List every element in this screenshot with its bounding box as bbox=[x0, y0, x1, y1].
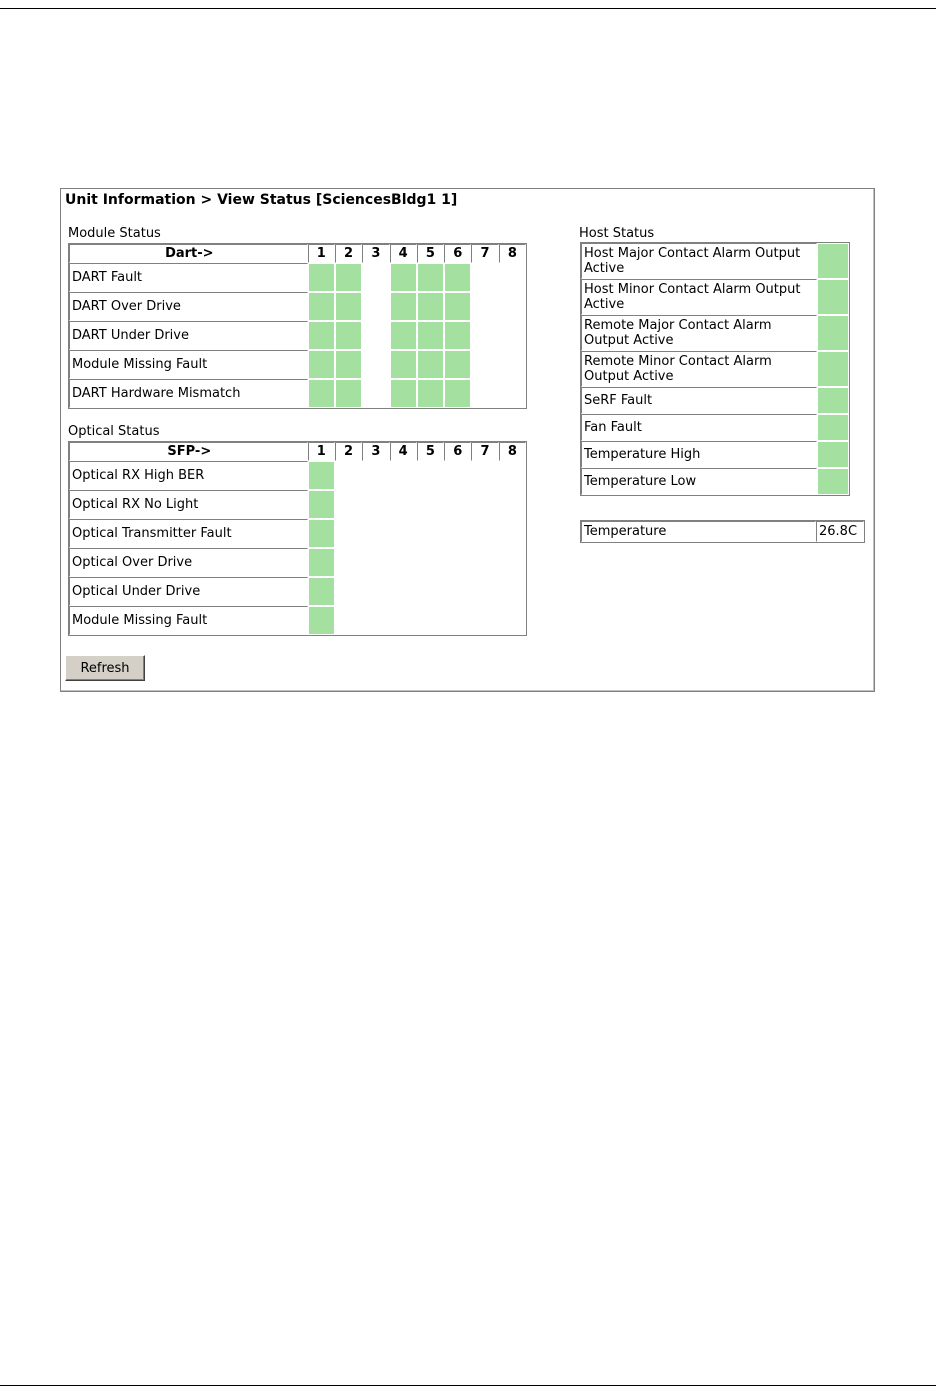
status-empty-cell bbox=[335, 461, 362, 490]
status-ok-indicator bbox=[390, 321, 417, 350]
status-empty-cell bbox=[362, 379, 389, 408]
status-empty-cell bbox=[499, 548, 526, 577]
optical-status-row-label: Optical Transmitter Fault bbox=[69, 519, 308, 548]
status-ok-indicator bbox=[817, 243, 849, 279]
status-ok-indicator bbox=[308, 548, 335, 577]
host-status-row bbox=[581, 414, 849, 441]
status-empty-cell bbox=[417, 461, 444, 490]
status-ok-indicator bbox=[308, 577, 335, 606]
status-ok-indicator bbox=[308, 263, 335, 292]
module-status-column-3: 3 bbox=[362, 244, 389, 263]
status-ok-indicator bbox=[817, 387, 849, 414]
optical-status-row-label: Optical RX No Light bbox=[69, 490, 308, 519]
bottom-rule bbox=[0, 1385, 936, 1386]
status-empty-cell bbox=[471, 577, 498, 606]
status-empty-cell bbox=[362, 321, 389, 350]
status-empty-cell bbox=[471, 292, 498, 321]
optical-status-row bbox=[69, 461, 526, 490]
status-empty-cell bbox=[362, 350, 389, 379]
host-status-row-label: Temperature High bbox=[581, 441, 817, 468]
module-status-row bbox=[69, 350, 526, 379]
host-status-row bbox=[581, 441, 849, 468]
status-ok-indicator bbox=[444, 350, 471, 379]
status-empty-cell bbox=[444, 519, 471, 548]
status-empty-cell bbox=[499, 461, 526, 490]
status-ok-indicator bbox=[308, 321, 335, 350]
module-status-column-2: 2 bbox=[335, 244, 362, 263]
status-empty-cell bbox=[417, 519, 444, 548]
status-empty-cell bbox=[499, 321, 526, 350]
optical-status-row bbox=[69, 548, 526, 577]
module-status-column-6: 6 bbox=[444, 244, 471, 263]
optical-status-header-label: SFP-> bbox=[69, 442, 308, 461]
optical-status-row-label: Module Missing Fault bbox=[69, 606, 308, 635]
module-status-column-1: 1 bbox=[308, 244, 335, 263]
temperature-label: Temperature bbox=[581, 521, 816, 542]
optical-status-row bbox=[69, 606, 526, 635]
status-ok-indicator bbox=[335, 321, 362, 350]
module-status-column-7: 7 bbox=[471, 244, 498, 263]
status-empty-cell bbox=[390, 606, 417, 635]
host-status-row-label: Host Minor Contact Alarm Output Active bbox=[581, 279, 817, 315]
module-status-column-4: 4 bbox=[390, 244, 417, 263]
status-empty-cell bbox=[444, 548, 471, 577]
host-status-label: Host Status bbox=[579, 226, 655, 241]
status-empty-cell bbox=[335, 606, 362, 635]
module-status-row-label: DART Under Drive bbox=[69, 321, 308, 350]
host-status-row bbox=[581, 468, 849, 495]
optical-status-column-5: 5 bbox=[417, 442, 444, 461]
status-empty-cell bbox=[471, 379, 498, 408]
status-ok-indicator bbox=[444, 263, 471, 292]
module-status-row-label: Module Missing Fault bbox=[69, 350, 308, 379]
host-status-row-label: SeRF Fault bbox=[581, 387, 817, 414]
host-status-row-label: Host Major Contact Alarm Output Active bbox=[581, 243, 817, 279]
status-empty-cell bbox=[499, 606, 526, 635]
status-ok-indicator bbox=[817, 315, 849, 351]
status-empty-cell bbox=[417, 548, 444, 577]
status-ok-indicator bbox=[417, 350, 444, 379]
status-ok-indicator bbox=[308, 379, 335, 408]
status-empty-cell bbox=[417, 577, 444, 606]
status-empty-cell bbox=[362, 292, 389, 321]
optical-status-column-1: 1 bbox=[308, 442, 335, 461]
module-status-row-label: DART Over Drive bbox=[69, 292, 308, 321]
status-empty-cell bbox=[362, 461, 389, 490]
module-status-row bbox=[69, 263, 526, 292]
status-empty-cell bbox=[499, 490, 526, 519]
status-empty-cell bbox=[417, 606, 444, 635]
module-status-row bbox=[69, 379, 526, 408]
temperature-value: 26.8C bbox=[816, 521, 864, 542]
host-status-row bbox=[581, 243, 849, 279]
status-ok-indicator bbox=[308, 606, 335, 635]
optical-status-column-4: 4 bbox=[390, 442, 417, 461]
optical-status-row-label: Optical Under Drive bbox=[69, 577, 308, 606]
status-empty-cell bbox=[390, 461, 417, 490]
status-empty-cell bbox=[471, 350, 498, 379]
optical-status-column-8: 8 bbox=[499, 442, 526, 461]
status-empty-cell bbox=[362, 548, 389, 577]
status-empty-cell bbox=[335, 548, 362, 577]
module-status-column-5: 5 bbox=[417, 244, 444, 263]
status-ok-indicator bbox=[308, 461, 335, 490]
status-ok-indicator bbox=[390, 292, 417, 321]
optical-status-row bbox=[69, 577, 526, 606]
status-empty-cell bbox=[471, 461, 498, 490]
status-empty-cell bbox=[390, 548, 417, 577]
host-status-row-label: Remote Major Contact Alarm Output Active bbox=[581, 315, 817, 351]
status-ok-indicator bbox=[335, 379, 362, 408]
status-empty-cell bbox=[471, 548, 498, 577]
status-empty-cell bbox=[471, 321, 498, 350]
status-empty-cell bbox=[444, 606, 471, 635]
status-empty-cell bbox=[471, 263, 498, 292]
status-ok-indicator bbox=[417, 321, 444, 350]
optical-status-row bbox=[69, 519, 526, 548]
status-empty-cell bbox=[499, 263, 526, 292]
page-heading: Unit Information > View Status [SciencesBldg1 1] bbox=[65, 192, 458, 208]
status-ok-indicator bbox=[335, 350, 362, 379]
module-status-label: Module Status bbox=[68, 226, 161, 241]
module-status-row bbox=[69, 321, 526, 350]
status-ok-indicator bbox=[817, 468, 849, 495]
status-empty-cell bbox=[499, 519, 526, 548]
status-empty-cell bbox=[335, 490, 362, 519]
status-ok-indicator bbox=[308, 292, 335, 321]
status-ok-indicator bbox=[417, 379, 444, 408]
status-ok-indicator bbox=[817, 441, 849, 468]
optical-status-label: Optical Status bbox=[68, 424, 160, 439]
status-empty-cell bbox=[499, 350, 526, 379]
optical-status-table bbox=[68, 441, 527, 636]
optical-status-column-6: 6 bbox=[444, 442, 471, 461]
status-empty-cell bbox=[390, 490, 417, 519]
optical-status-column-2: 2 bbox=[335, 442, 362, 461]
status-ok-indicator bbox=[335, 263, 362, 292]
status-ok-indicator bbox=[444, 321, 471, 350]
host-status-row-label: Fan Fault bbox=[581, 414, 817, 441]
status-ok-indicator bbox=[417, 263, 444, 292]
status-ok-indicator bbox=[308, 350, 335, 379]
host-status-row bbox=[581, 279, 849, 315]
status-ok-indicator bbox=[390, 263, 417, 292]
optical-status-row bbox=[69, 490, 526, 519]
top-rule bbox=[0, 8, 936, 9]
host-status-row bbox=[581, 387, 849, 414]
status-ok-indicator bbox=[417, 292, 444, 321]
status-empty-cell bbox=[362, 577, 389, 606]
status-empty-cell bbox=[471, 519, 498, 548]
module-status-row-label: DART Hardware Mismatch bbox=[69, 379, 308, 408]
host-status-row bbox=[581, 315, 849, 351]
status-ok-indicator bbox=[308, 519, 335, 548]
optical-status-row-label: Optical Over Drive bbox=[69, 548, 308, 577]
optical-status-column-7: 7 bbox=[471, 442, 498, 461]
status-empty-cell bbox=[417, 490, 444, 519]
status-empty-cell bbox=[471, 490, 498, 519]
module-status-column-8: 8 bbox=[499, 244, 526, 263]
status-ok-indicator bbox=[390, 350, 417, 379]
status-empty-cell bbox=[335, 577, 362, 606]
status-empty-cell bbox=[335, 519, 362, 548]
optical-status-column-3: 3 bbox=[362, 442, 389, 461]
status-ok-indicator bbox=[444, 292, 471, 321]
status-empty-cell bbox=[499, 379, 526, 408]
module-status-row bbox=[69, 292, 526, 321]
status-empty-cell bbox=[471, 606, 498, 635]
host-status-row-label: Temperature Low bbox=[581, 468, 817, 495]
status-empty-cell bbox=[499, 577, 526, 606]
status-empty-cell bbox=[499, 292, 526, 321]
temperature-table bbox=[580, 520, 865, 543]
status-empty-cell bbox=[362, 606, 389, 635]
status-ok-indicator bbox=[817, 414, 849, 441]
host-status-row-label: Remote Minor Contact Alarm Output Active bbox=[581, 351, 817, 387]
host-status-table bbox=[580, 242, 850, 496]
status-empty-cell bbox=[444, 577, 471, 606]
status-panel bbox=[60, 188, 875, 692]
module-status-row-label: DART Fault bbox=[69, 263, 308, 292]
status-empty-cell bbox=[390, 577, 417, 606]
status-ok-indicator bbox=[335, 292, 362, 321]
status-empty-cell bbox=[362, 263, 389, 292]
status-empty-cell bbox=[362, 490, 389, 519]
status-ok-indicator bbox=[308, 490, 335, 519]
status-empty-cell bbox=[444, 461, 471, 490]
optical-status-row-label: Optical RX High BER bbox=[69, 461, 308, 490]
module-status-header-label: Dart-> bbox=[69, 244, 308, 263]
status-empty-cell bbox=[390, 519, 417, 548]
status-ok-indicator bbox=[390, 379, 417, 408]
module-status-table bbox=[68, 243, 527, 409]
status-ok-indicator bbox=[817, 279, 849, 315]
refresh-button[interactable]: Refresh bbox=[65, 655, 145, 681]
status-ok-indicator bbox=[444, 379, 471, 408]
status-empty-cell bbox=[444, 490, 471, 519]
status-ok-indicator bbox=[817, 351, 849, 387]
host-status-row bbox=[581, 351, 849, 387]
status-empty-cell bbox=[362, 519, 389, 548]
